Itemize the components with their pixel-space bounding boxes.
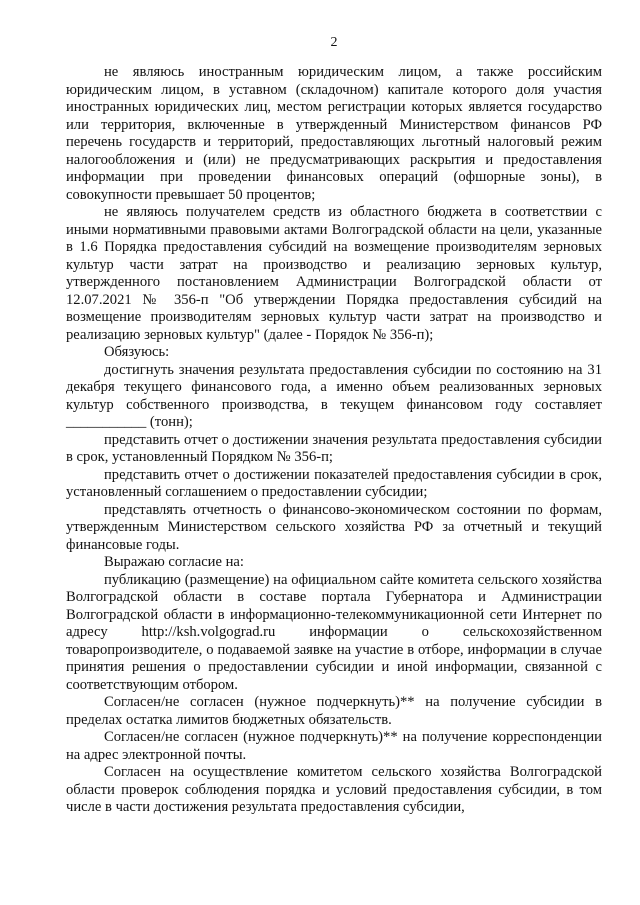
paragraph-report-result: представить отчет о достижении значения результата предоставления субсидии в срок, установленный Порядком № 356-п; [66,431,602,465]
document-body [66,64,602,817]
paragraph-obligations-heading: Обязуюсь: [104,344,170,360]
paragraph-publication-consent: публикацию (размещение) на официальном сайте комитета сельского хозяйства Волгоградской области в составе портала Губернатора и Администрации Волгоградской области в информационно-телекоммуникационной сети Интернет по адресу http://ksh.volgograd.ru информации о сельскохозяйственном товаропроизводителе, о подаваемой заявке на участие в отборе, информации в случае принятия решения о предоставлении субсидии и иной информации, связанной с соответствующим отбором. [66,571,602,693]
paragraph-not-foreign-entity: не являюсь иностранным юридическим лицом, а также российским юридическим лицом, в уставном (складочном) капитале которого доля участия иностранных юридических лиц, местом регистрации которых является государство или территория, включенные в утвержденный Министерством финансов РФ перечень государств и территорий, предоставляющих льготный налоговый режим налогообложения и (или) не предусматривающих раскрытия и предоставления информации при проведении финансовых операций (офшорные зоны), в совокупности превышает 50 процентов; [66,64,602,203]
paragraph-achieve-result: достигнуть значения результата предоставления субсидии по состоянию на 31 декабря текущего финансового года, а именно объем реализованных зерновых культур собственного производства, в текущем финансовом году составляет ___________ (тонн); [66,361,602,430]
paragraph-report-indicators: представить отчет о достижении показателей предоставления субсидии в срок, установленный соглашением о предоставлении субсидии; [66,466,602,500]
paragraph-not-budget-recipient: не являюсь получателем средств из областного бюджета в соответствии с иными нормативными правовыми актами Волгоградской области на цели, указанные в 1.6 Порядка предоставления субсидий на возмещение производителям зерновых культур части затрат на производство и реализацию зерновых культур, утвержденного постановлением Администрации Волгоградской области от 12.07.2021 № 356-п "Об утверждении Порядка предоставления субсидий на возмещение производителям зерновых культур части затрат на производство и реализацию зерновых культур" (далее - Порядок № 356-п); [66,204,602,343]
paragraph-budget-limit-consent: Согласен/не согласен (нужное подчеркнуть)** на получение субсидии в пределах остатка лимитов бюджетных обязательств. [66,694,602,728]
paragraph-financial-reporting: представлять отчетность о финансово-экономическом состоянии по формам, утвержденным Министерством сельского хозяйства РФ за отчетный и текущий финансовые годы. [66,501,602,553]
paragraph-inspection-consent: Согласен на осуществление комитетом сельского хозяйства Волгоградской области проверок соблюдения порядка и условий предоставления субсидии, в том числе в части достижения результата предоставления субсидии, [66,764,602,815]
page-number: 2 [330,35,338,50]
paragraph-email-consent: Согласен/не согласен (нужное подчеркнуть)** на получение корреспонденции на адрес электронной почты. [66,729,602,763]
paragraph-consent-heading: Выражаю согласие на: [104,554,244,570]
